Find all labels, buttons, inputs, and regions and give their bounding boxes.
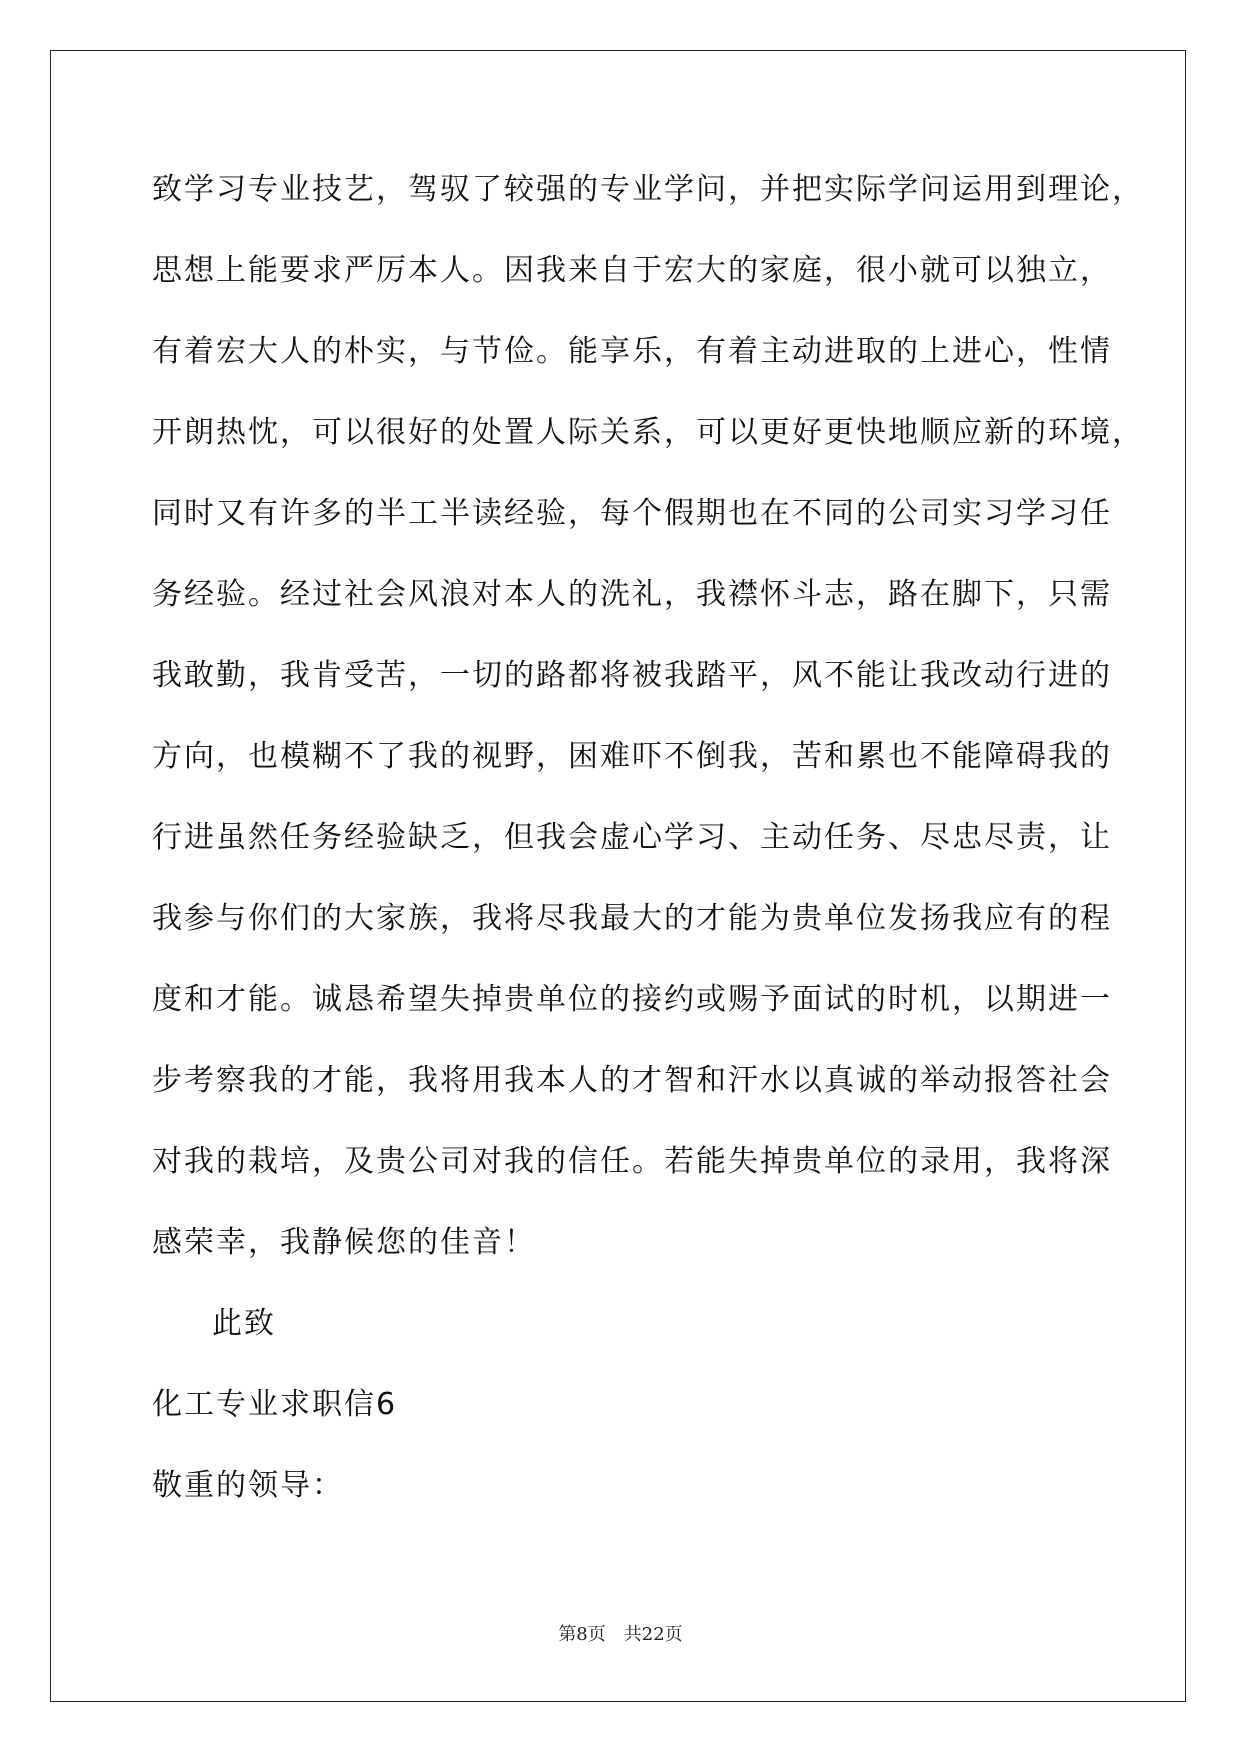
body-line-6: 务经验。经过社会风浪对本人的洗礼，我襟怀斗志，路在脚下，只需	[152, 577, 1112, 612]
body-line-13: 对我的栽培，及贵公司对我的信任。若能失掉贵单位的录用，我将深	[152, 1144, 1112, 1179]
body-line-12: 步考察我的才能，我将用我本人的才智和汗水以真诚的举动报答社会	[152, 1063, 1112, 1098]
body-line-11: 度和才能。诚恳希望失掉贵单位的接约或赐予面试的时机，以期进一	[152, 982, 1112, 1017]
page-number: 第8页	[558, 1624, 606, 1645]
closing-text: 此致	[212, 1306, 276, 1341]
body-line-2: 思想上能要求严厉本人。因我来自于宏大的家庭，很小就可以独立，	[152, 253, 1112, 288]
document-body	[152, 165, 1144, 1542]
section-title: 化工专业求职信6	[152, 1387, 398, 1422]
body-line-3: 有着宏大人的朴实，与节俭。能享乐，有着主动进取的上进心，性情	[152, 334, 1112, 369]
total-pages: 共22页	[623, 1624, 683, 1645]
body-line-1: 致学习专业技艺，驾驭了较强的专业学问，并把实际学问运用到理论，	[152, 172, 1144, 207]
salutation: 敬重的领导：	[152, 1468, 344, 1503]
body-line-9: 行进虽然任务经验缺乏，但我会虚心学习、主动任务、尽忠尽责，让	[152, 820, 1112, 855]
body-line-4: 开朗热忱，可以很好的处置人际关系，可以更好更快地顺应新的环境，	[152, 415, 1144, 450]
body-line-8: 方向，也模糊不了我的视野，困难吓不倒我，苦和累也不能障碍我的	[152, 739, 1112, 774]
body-line-10: 我参与你们的大家族，我将尽我最大的才能为贵单位发扬我应有的程	[152, 901, 1112, 936]
body-line-7: 我敢勤，我肯受苦，一切的路都将被我踏平，风不能让我改动行进的	[152, 658, 1112, 693]
page-footer	[0, 1620, 1241, 1646]
body-line-14: 感荣幸，我静候您的佳音！	[152, 1225, 536, 1260]
body-line-5: 同时又有许多的半工半读经验，每个假期也在不同的公司实习学习任	[152, 496, 1112, 531]
